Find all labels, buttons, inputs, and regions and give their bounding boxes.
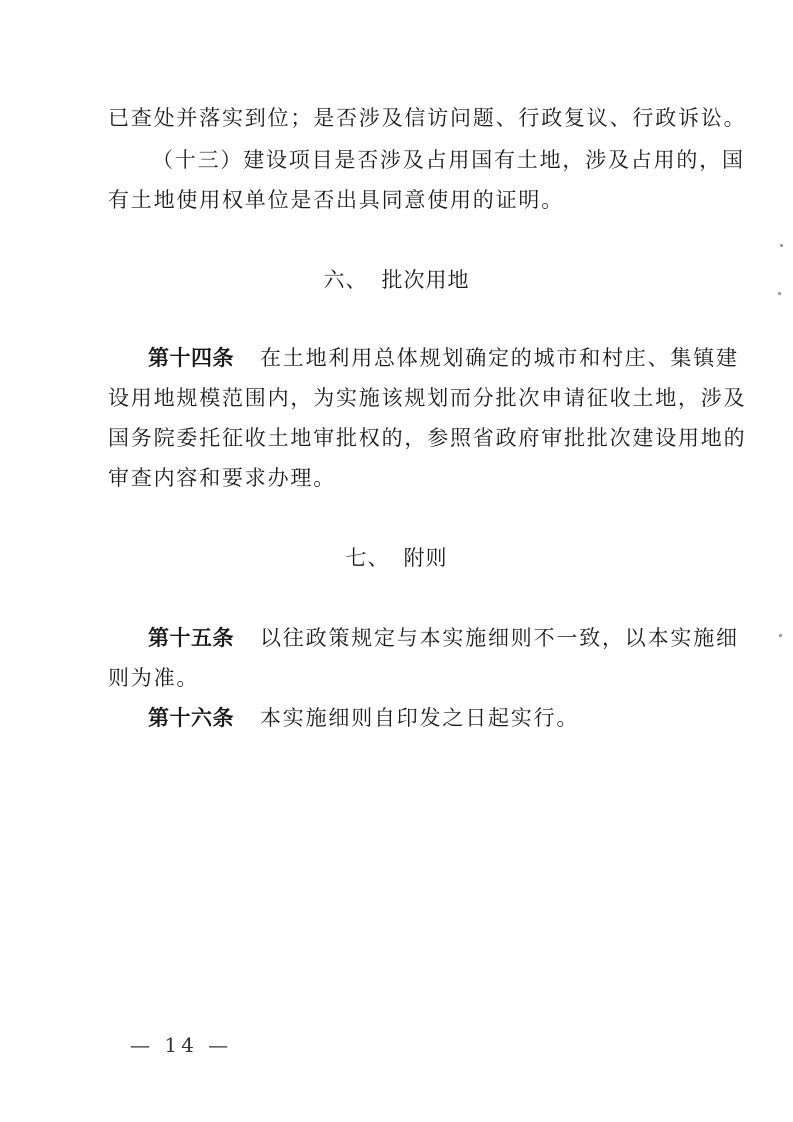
scan-speck: [779, 634, 782, 637]
paragraph-continuation: 已查处并落实到位；是否涉及信访问题、行政复议、行政诉讼。: [108, 106, 747, 130]
article-14-line-4: 审查内容和要求办理。: [108, 466, 336, 490]
article-14-line-1: [148, 344, 739, 372]
article-15-text-1: 以往政策规定与本实施细则不一致，以本实施细: [260, 626, 739, 650]
article-14-line-3: 国务院委托征收土地审批权的，参照省政府审批批次建设用地的: [108, 426, 747, 450]
article-14-line-2: 设用地规模范围内，为实施该规划而分批次申请征收土地，涉及: [108, 386, 747, 410]
page-number: — 14 —: [130, 1033, 233, 1057]
item-13-line-1: （十三）建设项目是否涉及占用国有土地，涉及占用的，国: [152, 148, 745, 172]
section-7-title: 附则: [403, 546, 448, 570]
item-13-line-2: 有土地使用权单位是否出具同意使用的证明。: [108, 188, 564, 212]
section-6-heading: [0, 266, 793, 294]
article-15-line-1: [148, 624, 739, 652]
section-6-title: 批次用地: [381, 268, 470, 292]
section-6-number: 六、: [323, 268, 368, 292]
article-14-text-1: 在土地利用总体规划确定的城市和村庄、集镇建: [260, 346, 739, 370]
article-14-label: 第十四条: [148, 346, 234, 370]
article-15-label: 第十五条: [148, 626, 234, 650]
article-16-text-1: 本实施细则自印发之日起实行。: [260, 706, 580, 730]
article-15-line-2: 则为准。: [108, 666, 200, 690]
article-16-line-1: [148, 704, 708, 732]
article-16-label: 第十六条: [148, 706, 234, 730]
section-7-heading: [0, 544, 793, 572]
scan-speck: [778, 292, 781, 295]
section-7-number: 七、: [345, 546, 390, 570]
scan-speck: [780, 244, 783, 247]
